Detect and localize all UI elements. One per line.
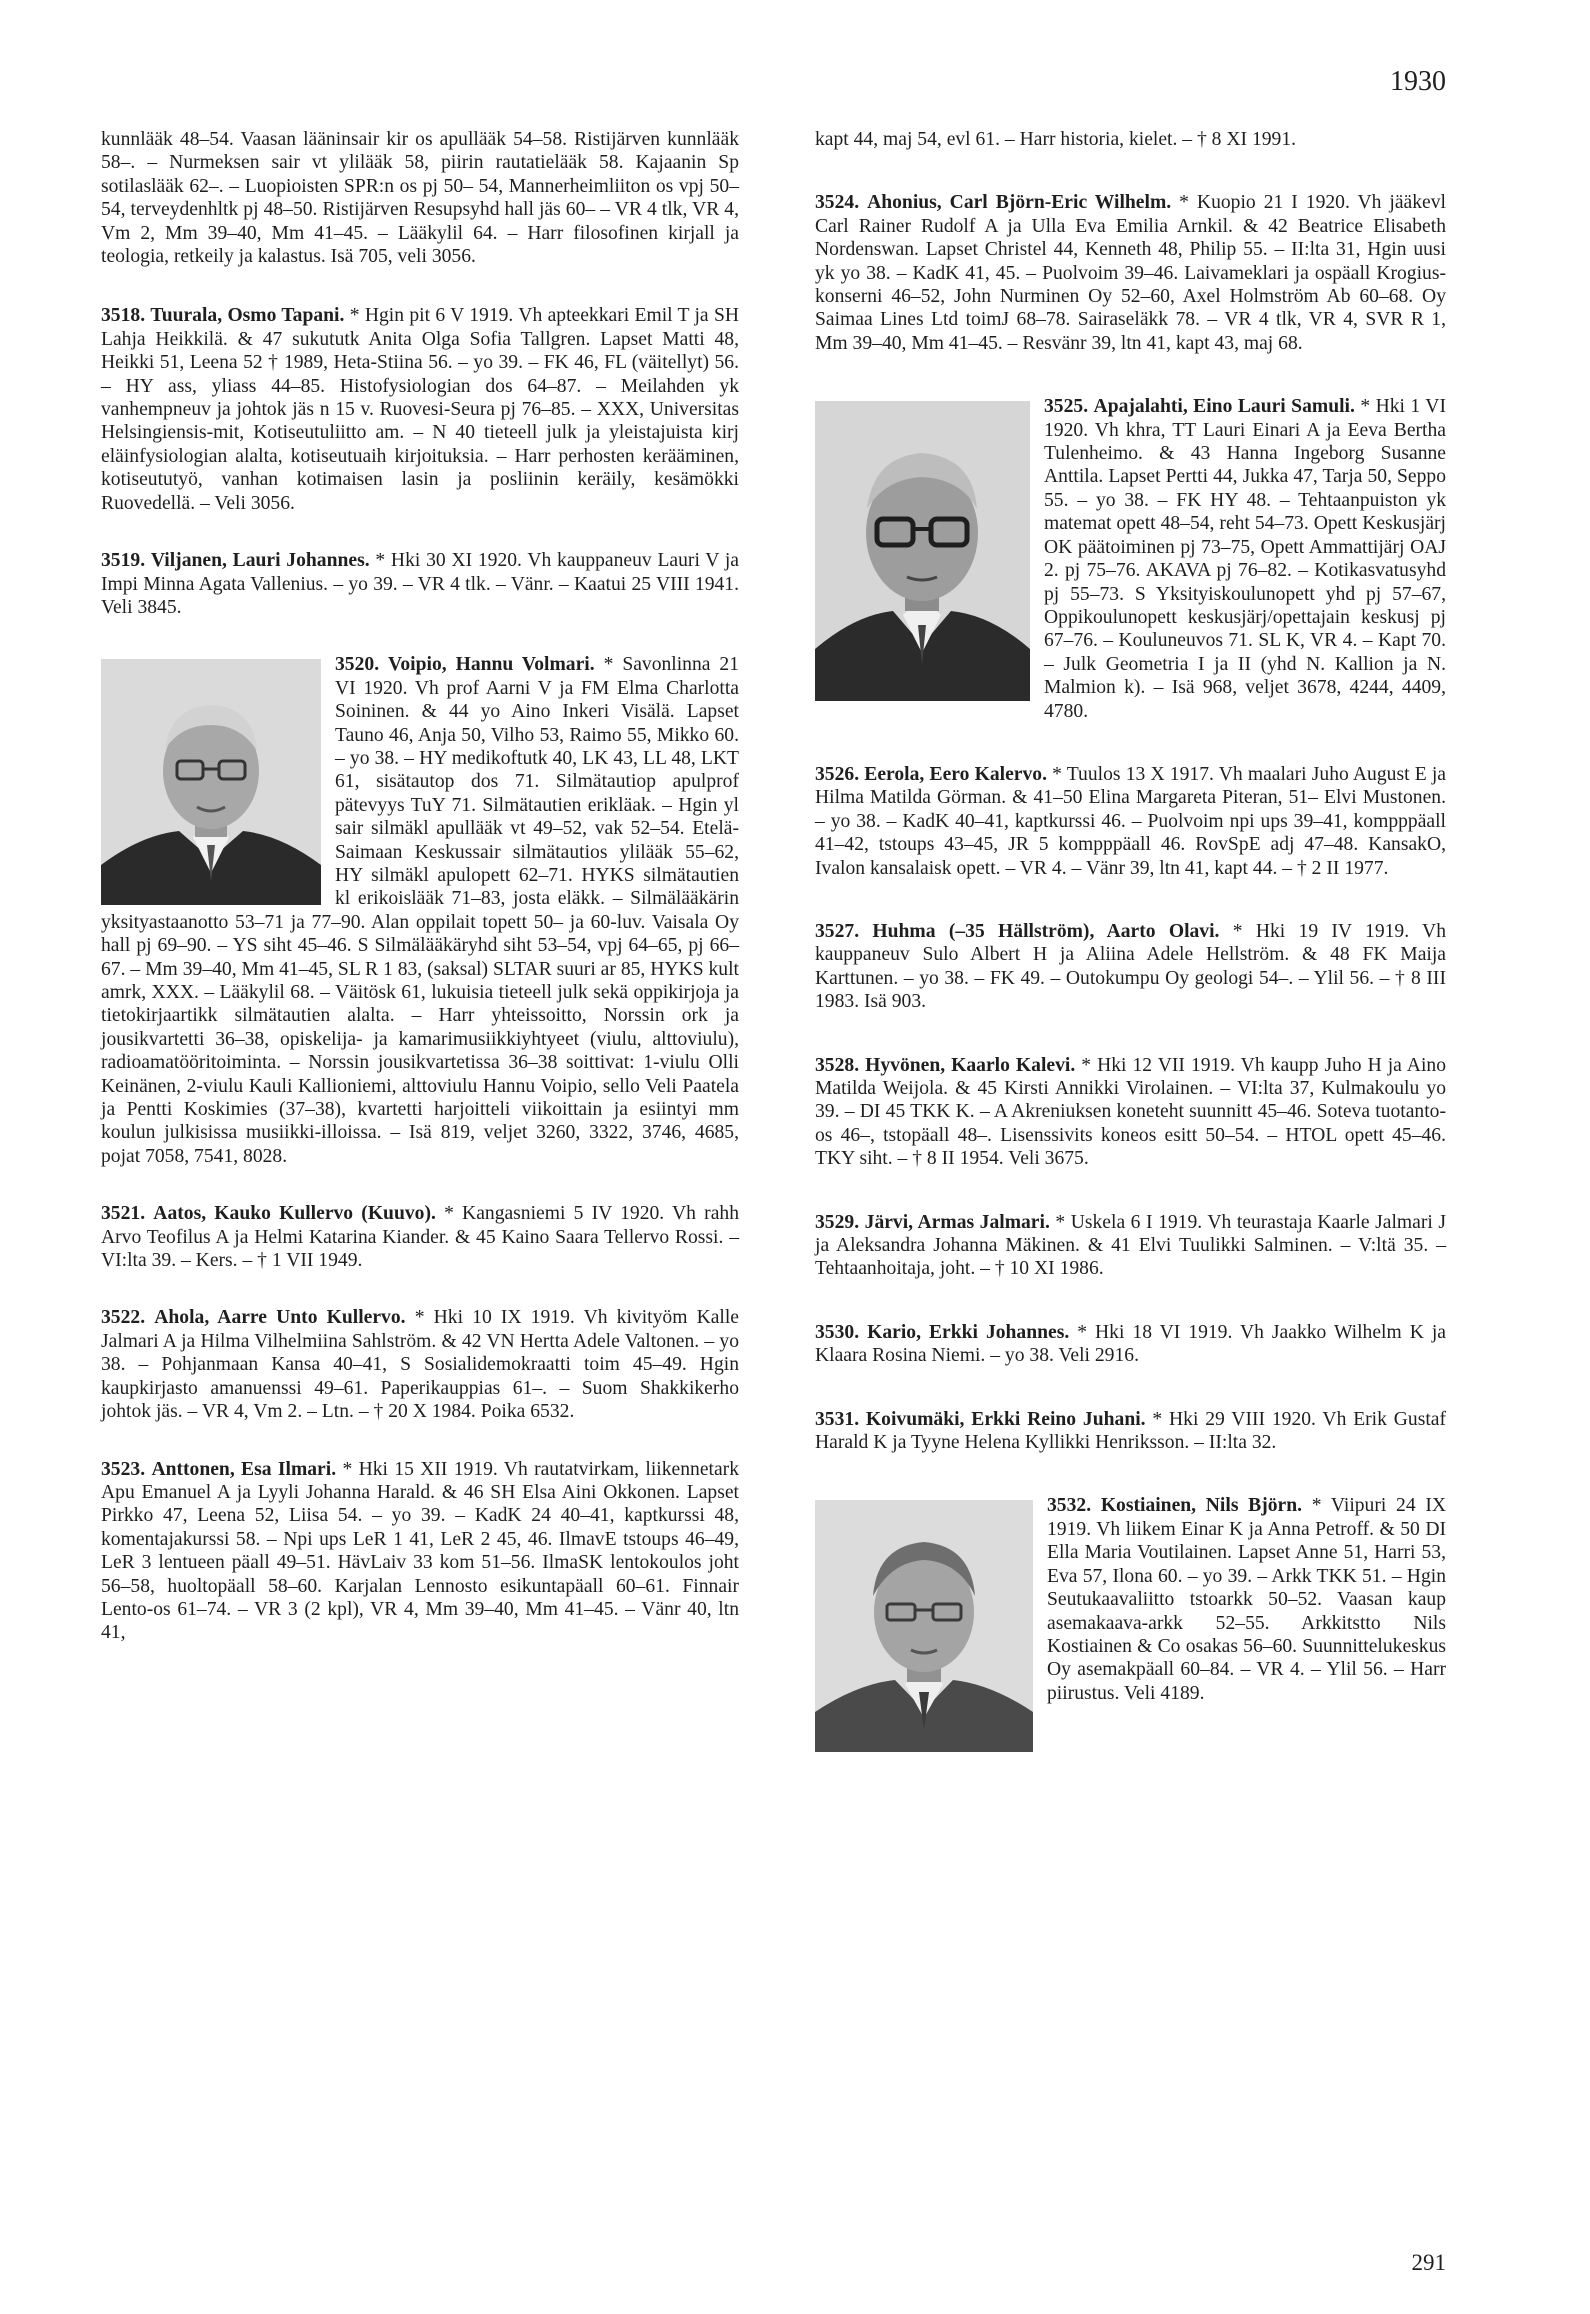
entry-name: Eerola, Eero Kalervo. xyxy=(864,763,1047,785)
entry-name: Koivumäki, Erkki Reino Juhani. xyxy=(865,1408,1146,1430)
entry-3528 xyxy=(815,1054,1446,1171)
entry-3526 xyxy=(815,763,1446,880)
entry-text: * Hgin pit 6 V 1919. Vh apteekkari Emil T ja SH Lahja Heikkilä. & 47 sukututk Anita Olga Sofia Tallgren. Lapset Matti 48, Heikki 51, Leena 52 † 1989, Heta-Stiina 56. – yo 39. – FK 46, FL (väitellyt) 56. – HY ass, yliass 44–85. Histofysiologian dos 64–87. – Meilahden yk vanhempneuv ja johtok jäs n 15 v. Ruovesi-Seura pj 76–85. – XXX, Universitas Helsingiensis-mit, Kotiseutuliitto am. – N 40 tieteell julk ja yleistajuista kirj eläinfysiologian alalta, kotiseutuaih kirjoituksia. – Harr perhosten kerääminen, kotiseututyö, vanhan kotimaisen lasin ja posliinin keräily, kesämökki Ruovedellä. – Veli 3056. xyxy=(101,305,739,514)
entry-number: 3523. xyxy=(101,1458,146,1480)
entry-number: 3532. xyxy=(1047,1495,1092,1517)
entry-number: 3520. xyxy=(335,654,380,676)
entry-text: * Hki 10 IX 1919. Vh kivityöm Kalle Jalmari A ja Hilma Vilhelmiina Sahlström. & 42 VN Hertta Adele Valtonen. – yo 38. – Pohjanmaan Kansa 40–41, S Sosialidemokraatti toim 45–49. Hgin kaupkirjasto amanuenssi 49–61. Paperikauppias 61–. – Suom Shakkikerho johtok jäs. – VR 4, Vm 2. – Ltn. – † 20 X 1984. Poika 6532. xyxy=(101,1307,740,1423)
entry-name: Kostiainen, Nils Björn. xyxy=(1100,1495,1303,1517)
entry-name: Hyvönen, Kaarlo Kalevi. xyxy=(865,1054,1076,1076)
entry-3527 xyxy=(815,920,1446,1014)
entry-name: Ahola, Aarre Unto Kullervo. xyxy=(154,1307,406,1329)
entry-name: Järvi, Armas Jalmari. xyxy=(864,1211,1050,1233)
entry-3520 xyxy=(101,653,739,1168)
entry-3530 xyxy=(815,1321,1446,1368)
entry-text: * Tuulos 13 X 1917. Vh maalari Juho August E ja Hilma Matilda Görman. & 41–50 Elina Margareta Piteran, 51– Elvi Mustonen. – yo 38. – KadK 40–41, kaptkurssi 46. – Puolvoim npi ups 39–41, kompppäall 41–42, tstoups 43–45, JR 5 kompppäall 46. RovSpE adj 47–48. KansakO, Ivalon kansalaisk opett. – VR 4. – Vänr 39, ltn 41, kapt 44. – † 2 II 1977. xyxy=(815,763,1446,879)
entry-text: * Uskela 6 I 1919. Vh teurastaja Kaarle Jalmari J ja Aleksandra Johanna Mäkinen. & 41 Elvi Tuulikki Salminen. – V:ltä 35. – Tehtaanhoitaja, joht. – † 10 XI 1986. xyxy=(815,1211,1447,1280)
entry-number: 3524. xyxy=(815,192,860,214)
entry-text: * Hki 15 XII 1919. Vh rautatvirkam, liikennetark Apu Emanuel A ja Lyyli Johanna Harald. & 46 SH Elsa Aini Okkonen. Lapset Pirkko 47, Leena 52, Liisa 54. – yo 39. – KadK 24 40–41, kaptkurssi 48, komentajakurssi 58. – Npi ups LeR 1 41, LeR 2 45, 46. IlmavE tstoups 46–49, LeR 3 lentueen päall 49–51. HävLaiv 33 kom 51–56. IlmaSK lentokoulos joht 56–58, huoltopäall 58–60. Karjalan Lennosto esikuntapäall 60–61. Finnair Lento-os 61–74. – VR 3 (2 kpl), VR 4, Mm 39–40, Mm 41–45. – Vänr 40, ltn 41, xyxy=(101,1458,739,1644)
entry-continuation-right: kapt 44, maj 54, evl 61. – Harr historia, kielet. – † 8 XI 1991. xyxy=(815,129,1297,150)
entry-name: Anttonen, Esa Ilmari. xyxy=(151,1458,337,1480)
portrait-photo-apajalahti xyxy=(815,401,1030,701)
entry-number: 3526. xyxy=(815,763,860,785)
entry-3523 xyxy=(101,1458,739,1645)
entry-continuation-left: kunnlääk 48–54. Vaasan lääninsair kir os apullääk 54–58. Ristijärven kunnlääk 58–. – Nurmeksen sair vt ylilääk 58, piirin rautatielääk 58. Kajaanin Sp sotilaslääk 62–. – Luopioisten SPR:n os pj 50– 54, Mannerheimliiton os vpj 50–54, terveydenhltk pj 48–50. Ristijärven Resupsyhd hall jäs 60– – VR 4 tlk, VR 4, Vm 2, Mm 39–40, Mm 41–45. – Lääkylil 64. – Harr filosofinen kirjall ja teologia, retkeily ja kalastus. Isä 705, veli 3056. xyxy=(101,129,739,268)
entry-number: 3530. xyxy=(815,1321,860,1343)
portrait-photo-voipio xyxy=(101,659,321,905)
entry-number: 3525. xyxy=(1044,396,1089,418)
entry-name: Voipio, Hannu Volmari. xyxy=(388,654,595,676)
entry-text: * Hki 12 VII 1919. Vh kaupp Juho H ja Aino Matilda Weijola. & 45 Kirsti Annikki Virolainen. – VI:lta 37, Kulmakoulu yo 39. – DI 45 TKK K. – A Akreniuksen koneteht suunnitt 45–46. Soteva tuotanto-os 46–, tstopäall 48–. Lisenssivits koneos esitt 50–54. – HTOL opett 45–46. TKY siht. – † 8 II 1954. Veli 3675. xyxy=(815,1054,1446,1170)
entry-3532 xyxy=(815,1494,1446,1705)
entry-text: * Hki 30 XI 1920. Vh kauppaneuv Lauri V ja Impi Minna Agata Vallenius. – yo 39. – VR 4 tlk. – Vänr. – Kaatui 25 VIII 1941. Veli 3845. xyxy=(101,550,739,618)
entry-number: 3522. xyxy=(101,1307,146,1329)
entry-text: * Hki 1 VI 1920. Vh khra, TT Lauri Einari A ja Eeva Bertha Tulenheimo. & 43 Hanna Ingeborg Susanne Anttila. Lapset Pertti 44, Jukka 47, Tarja 50, Seppo 55. – yo 38. – FK HY 48. – Tehtaanpuiston yk matemat opett 48–54, reht 54–73. Opett Keskusjärj OK päätoiminen pj 73–75, Opett Ammattijärj OAJ 2. pj 75–76. AKAVA pj 76–82. – Kotikasvatusyhd pj 55–73. S Yksityiskoulunopett yhd pj 57–67, Oppikoulunopett keskusjärj/opettajain keskusj pj 67–76. – Kouluneuvos 71. SL K, VR 4. – Kapt 70. – Julk Geometria I ja II (yhd N. Kallion ja N. Malmion k). – Isä 968, veljet 3678, 4244, 4409, 4780. xyxy=(1044,396,1446,722)
entry-number: 3529. xyxy=(815,1211,860,1233)
entry-3521 xyxy=(101,1202,739,1272)
entry-name: Apajalahti, Eino Lauri Samuli. xyxy=(1093,396,1355,418)
entry-name: Huhma (–35 Hällström), Aarto Olavi. xyxy=(872,920,1220,942)
entry-name: Kario, Erkki Johannes. xyxy=(867,1321,1070,1343)
left-column xyxy=(101,128,739,1681)
page-number: 291 xyxy=(1411,2250,1446,2275)
entry-3525 xyxy=(815,395,1446,723)
entry-text: * Hki 18 VI 1919. Vh Jaakko Wilhelm K ja Klaara Rosina Niemi. – yo 38. Veli 2916. xyxy=(815,1321,1446,1367)
entry-number: 3531. xyxy=(815,1408,860,1430)
entry-3531 xyxy=(815,1408,1446,1455)
entry-number: 3521. xyxy=(101,1203,146,1225)
entry-number: 3519. xyxy=(101,550,146,572)
portrait-photo-kostiainen xyxy=(815,1500,1033,1752)
entry-number: 3528. xyxy=(815,1054,860,1076)
running-header-year: 1930 xyxy=(1390,66,1446,97)
entry-text: * Savonlinna 21 VI 1920. Vh prof Aarni V ja FM Elma Charlotta Soininen. & 44 yo Aino Inkeri Visälä. Lapset Tauno 46, Anja 50, Vilho 53, Raimo 55, Mikko 60. – yo 38. – HY medikoftutk 40, LK 43, LL 48, LKT 61, sisätautop dos 71. Silmätautiop apulprof pätevyys TuY 71. Silmätautien erikläak. – Hgin yl sair silmäkl apullääk vt 49–52, vak 52–54. Etelä-Saimaan Keskussair silmätautios ylilääk 55–62, HY silmäkl apulopett 62–71. HYKS silmätautien kl erikoislääk 71–83, josta eläkk. – Silmälääkärin yksityastaanotto 53–71 ja 77–90. Alan oppilait topett 50– ja 60-luv. Vaisala Oy hall pj 69–90. – YS siht 45–46. S Silmälääkäryhd siht 53–54, vpj 64–65, pj 66–67. – Mm 39–40, Mm 41–45, SL R 1 83, (saksal) SLTAR suuri ar 85, HYKS kult amrk, XXX. – Lääkylil 68. – Väitösk 61, lukuisia tieteell julk sekä oppikirjoja ja tietokirjaartikk silmätautien alalta. – Harr yhteissoitto, Norssin ork ja jousikvartetti 36–38, opiskelija- ja kamarimusiikkiyhtyeet (viulu, alttoviulu), radioamatööritoiminta. – Norssin jousikvartetissa 36–38 soittivat: 1-viulu Olli Keinänen, 2-viulu Kauli Kallioniemi, alttoviulu Hannu Voipio, sello Veli Paatela ja Pentti Koskimies (37–38), kvartetti harjoitteli viikoittain ja esiintyi mm koulun julkisissa musiikki-illoissa. – Isä 819, veljet 3260, 3322, 3746, 4685, pojat 7058, 7541, 8028. xyxy=(101,654,739,1167)
right-column xyxy=(815,128,1446,1756)
entry-number: 3518. xyxy=(101,305,146,327)
entry-name: Aatos, Kauko Kullervo (Kuuvo). xyxy=(153,1203,436,1225)
entry-text: * Kuopio 21 I 1920. Vh jääkevl Carl Rainer Rudolf A ja Ulla Eva Emilia Arnkil. & 42 Beatrice Elisabeth Nordenswan. Lapset Christel 44, Kenneth 48, Philip 55. – II:lta 31, Hgin uusi yk yo 38. – KadK 41, 45. – Puolvoim 39–46. Laivameklari ja ospäall Krogius-konserni 46–52, John Nurminen Oy 52–60, Axel Holmström Ab 60–68. Oy Saimaa Lines Ltd toimJ 68–78. Sairaseläkk 78. – VR 4 tlk, VR 4, SVR R 1, Mm 39–40, Mm 41–45. – Resvänr 39, ltn 41, kapt 43, maj 68. xyxy=(815,192,1446,354)
entry-text: * Hki 29 VIII 1920. Vh Erik Gustaf Harald K ja Tyyne Helena Kyllikki Henriksson. – II:lta 32. xyxy=(815,1408,1446,1454)
entry-3519 xyxy=(101,549,739,619)
entry-name: Tuurala, Osmo Tapani. xyxy=(150,305,345,327)
entry-number: 3527. xyxy=(815,920,860,942)
entry-name: Viljanen, Lauri Johannes. xyxy=(150,550,370,572)
entry-3522 xyxy=(101,1306,739,1423)
entry-name: Ahonius, Carl Björn-Eric Wilhelm. xyxy=(867,192,1172,214)
entry-3529 xyxy=(815,1211,1446,1281)
entry-3518 xyxy=(101,304,739,515)
entry-3524 xyxy=(815,191,1446,355)
entry-text: * Hki 19 IV 1919. Vh kauppaneuv Sulo Albert H ja Aliina Adele Hellström. & 48 FK Maija Karttunen. – yo 38. – FK 49. – Outokumpu Oy geologi 54–. – Ylil 56. – † 8 III 1983. Isä 903. xyxy=(815,920,1446,1013)
entry-text: * Viipuri 24 IX 1919. Vh liikem Einar K ja Anna Petroff. & 50 DI Ella Maria Voutilainen. Lapset Anne 51, Harri 53, Eva 57, Ilona 60. – yo 39. – Arkk TKK 51. – Hgin Seutukaavaliitto tstoarkk 50–52. Vaasan kaup asemakaava-arkk 52–55. Arkkitstto Nils Kostiainen & Co osakas 56–60. Suunnittelukeskus Oy asemakpäall 60–84. – VR 4. – Ylil 56. – Harr piirustus. Veli 4189. xyxy=(1047,1495,1447,1704)
entry-text: * Kangasniemi 5 IV 1920. Vh rahh Arvo Teofilus A ja Helmi Katarina Kiander. & 45 Kaino Saara Tellervo Rossi. – VI:lta 39. – Kers. – † 1 VII 1949. xyxy=(101,1203,739,1272)
